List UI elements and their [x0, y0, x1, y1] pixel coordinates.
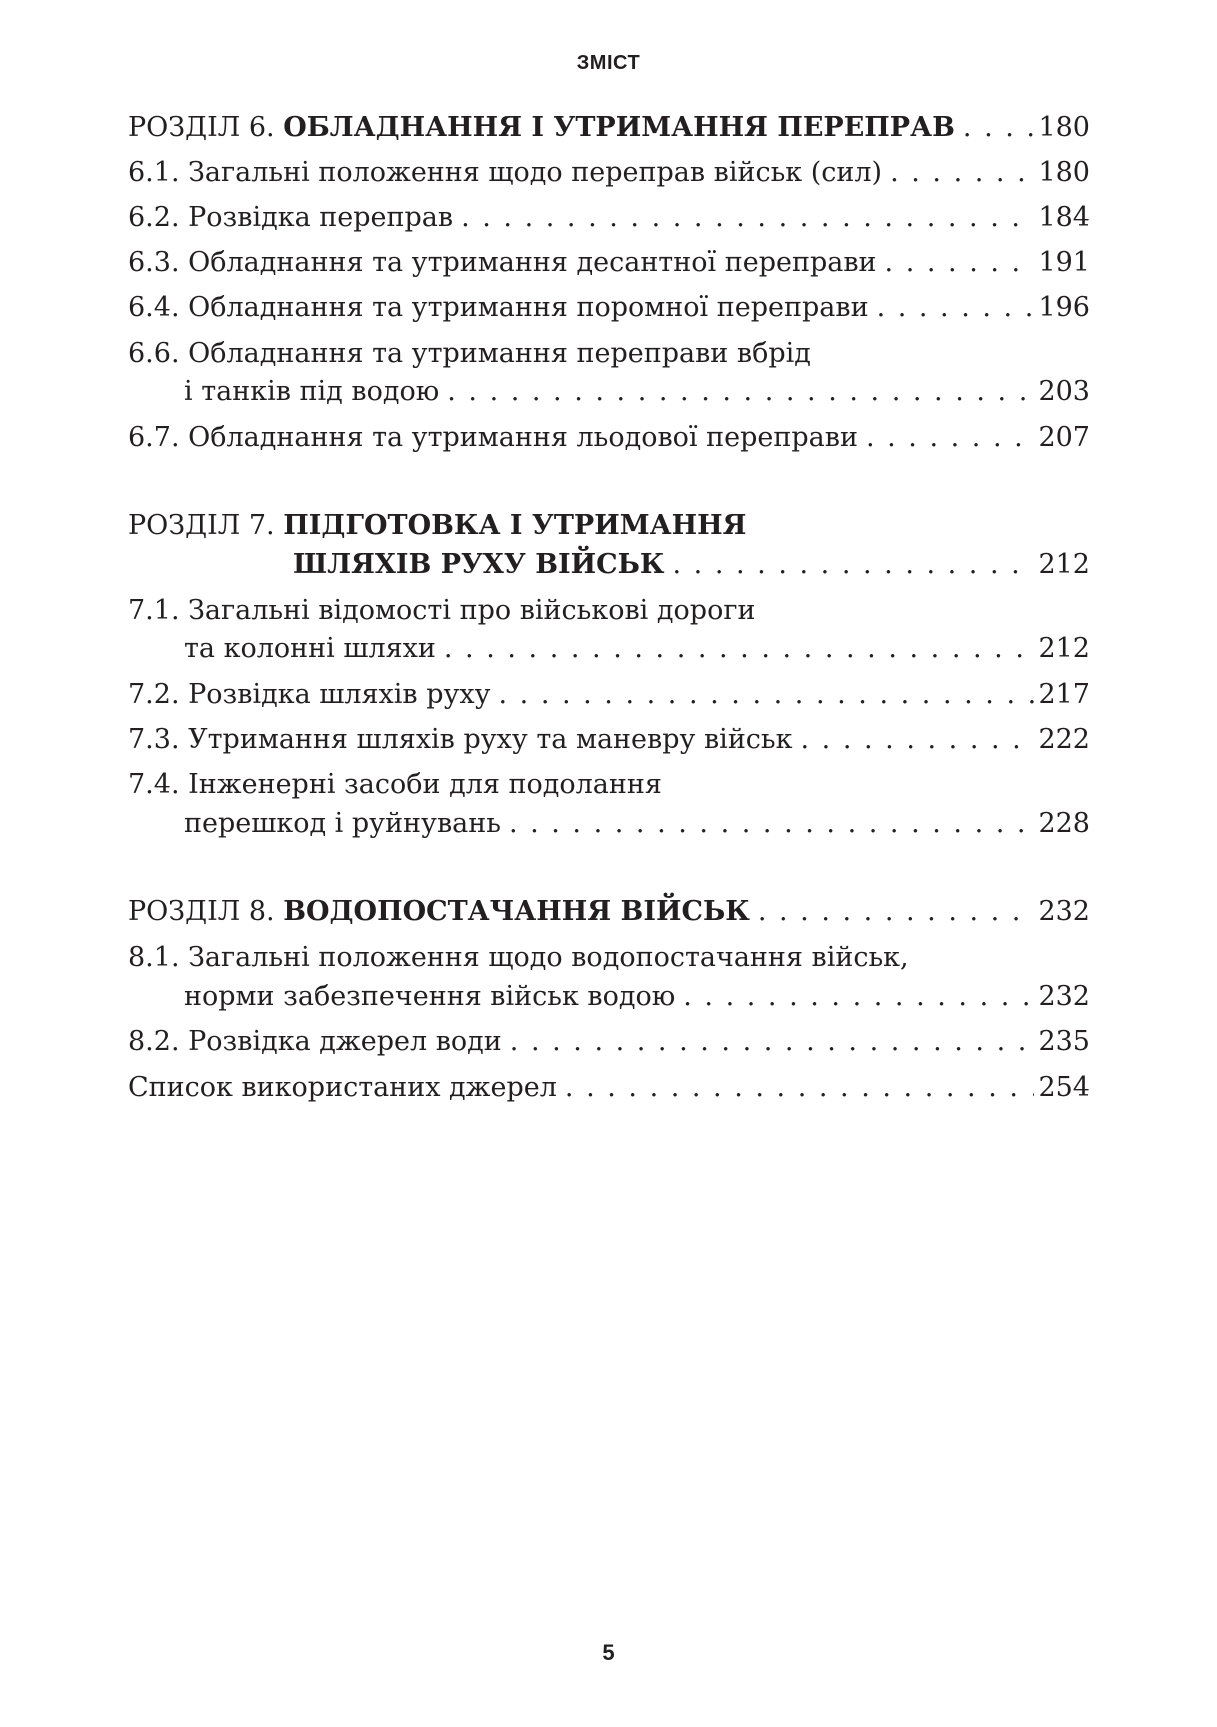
- chapter-title: ОБЛАДНАННЯ І УТРИМАННЯ ПЕРЕПРАВ: [283, 112, 955, 143]
- toc-entry-text: 6.7. Обладнання та утримання льодової переправи: [128, 422, 858, 453]
- dot-leader: [758, 892, 1035, 932]
- dot-leader: [461, 198, 1034, 238]
- toc-entry-text: [128, 892, 750, 932]
- toc-entry-sources[interactable]: [128, 1068, 1090, 1108]
- toc-entry-8-2[interactable]: [128, 1022, 1090, 1062]
- page-number: 5: [602, 1640, 615, 1665]
- toc-page-number: 184: [1038, 202, 1090, 233]
- dot-leader: [444, 629, 1035, 669]
- toc-page-number: 180: [1038, 157, 1090, 188]
- dot-leader: [673, 545, 1035, 585]
- toc-page-number: 212: [1038, 633, 1090, 664]
- toc-entry-7-2[interactable]: [128, 675, 1090, 715]
- toc-page-number: 191: [1038, 247, 1090, 278]
- toc-entry-text: 6.4. Обладнання та утримання поромної переправи: [128, 292, 869, 323]
- dot-leader: [565, 1068, 1035, 1108]
- toc-page-number: 232: [1038, 896, 1090, 927]
- chapter-title: ВОДОПОСТАЧАННЯ ВІЙСЬК: [283, 896, 750, 927]
- toc-entry-6-7[interactable]: [128, 418, 1090, 458]
- toc-entry-6-1[interactable]: [128, 153, 1090, 193]
- dot-leader: [510, 1022, 1035, 1062]
- toc-page-number: 180: [1038, 112, 1090, 143]
- toc-chapter-6[interactable]: [128, 108, 1090, 148]
- toc-entry-7-3[interactable]: [128, 720, 1090, 760]
- dot-leader: [866, 418, 1034, 458]
- toc-page-number: 196: [1038, 292, 1090, 323]
- toc-chapter-8[interactable]: [128, 892, 1090, 932]
- toc-entry-text: перешкод і руйнувань: [184, 808, 501, 839]
- chapter-prefix: РОЗДІЛ 8.: [128, 896, 284, 927]
- chapter-title: ПІДГОТОВКА І УТРИМАННЯ: [283, 510, 747, 541]
- toc-entry-7-4-line1[interactable]: [128, 765, 1090, 805]
- toc-page-number: 228: [1038, 808, 1090, 839]
- toc-entry-7-1-line1[interactable]: [128, 591, 1090, 631]
- chapter-title: ШЛЯХІВ РУХУ ВІЙСЬК: [293, 549, 665, 580]
- toc-entry-8-1-line2[interactable]: [128, 977, 1090, 1017]
- toc-entry-text: 6.1. Загальні положення щодо переправ військ (сил): [128, 157, 883, 188]
- dot-leader: [509, 804, 1035, 844]
- toc-entry-text: 8.2. Розвідка джерел води: [128, 1026, 502, 1057]
- toc-entry-text: 7.3. Утримання шляхів руху та маневру військ: [128, 724, 793, 755]
- toc-entry-7-1-line2[interactable]: [128, 629, 1090, 669]
- toc-entry-6-3[interactable]: [128, 243, 1090, 283]
- toc-page-number: 217: [1038, 679, 1090, 710]
- running-head: ЗМІСТ: [576, 52, 641, 74]
- dot-leader: [447, 372, 1034, 412]
- dot-leader: [498, 675, 1034, 715]
- toc-entry-text: та колонні шляхи: [184, 633, 436, 664]
- toc-entry-6-6-line1[interactable]: [128, 334, 1090, 374]
- toc-chapter-7-line1[interactable]: [128, 506, 1090, 546]
- dot-leader: [885, 243, 1035, 283]
- dot-leader: [683, 977, 1034, 1017]
- toc-entry-6-4[interactable]: [128, 288, 1090, 328]
- toc-entry-text: 6.6. Обладнання та утримання переправи вбрід: [128, 338, 811, 369]
- toc-page-number: 203: [1038, 376, 1090, 407]
- toc-page-number: 254: [1038, 1072, 1090, 1103]
- toc-page-number: 232: [1038, 981, 1090, 1012]
- toc-entry-text: 7.4. Інженерні засоби для подолання: [128, 769, 662, 800]
- chapter-prefix: РОЗДІЛ 7.: [128, 510, 284, 541]
- toc-page-number: 235: [1038, 1026, 1090, 1057]
- toc-page-number: 212: [1038, 549, 1090, 580]
- toc-entry-text: 6.2. Розвідка переправ: [128, 202, 454, 233]
- toc-entry-7-4-line2[interactable]: [128, 804, 1090, 844]
- toc-chapter-7-line2[interactable]: [128, 545, 1090, 585]
- chapter-prefix: РОЗДІЛ 6.: [128, 112, 284, 143]
- toc-entry-text: норми забезпечення військ водою: [184, 981, 676, 1012]
- toc-entry-text: 6.3. Обладнання та утримання десантної переправи: [128, 247, 877, 278]
- toc-entry-6-2[interactable]: [128, 198, 1090, 238]
- toc-entry-text: і танків під водою: [184, 376, 440, 407]
- toc-entry-8-1-line1[interactable]: [128, 938, 1090, 978]
- dot-leader: [890, 153, 1034, 193]
- toc-entry-text: 7.1. Загальні відомості про військові дороги: [128, 595, 756, 626]
- toc-page-number: 222: [1038, 724, 1090, 755]
- toc-entry-text: 8.1. Загальні положення щодо водопостачання військ,: [128, 942, 909, 973]
- toc-entry-text: [128, 108, 955, 148]
- dot-leader: [801, 720, 1035, 760]
- toc-entry-text: [128, 506, 746, 546]
- toc-page-number: 207: [1038, 422, 1090, 453]
- toc-entry-6-6-line2[interactable]: [128, 372, 1090, 412]
- toc-entry-text: 7.2. Розвідка шляхів руху: [128, 679, 491, 710]
- dot-leader: [877, 288, 1035, 328]
- toc-entry-text: Список використаних джерел: [128, 1072, 557, 1103]
- dot-leader: [963, 108, 1035, 148]
- toc-entry-text: [128, 545, 665, 585]
